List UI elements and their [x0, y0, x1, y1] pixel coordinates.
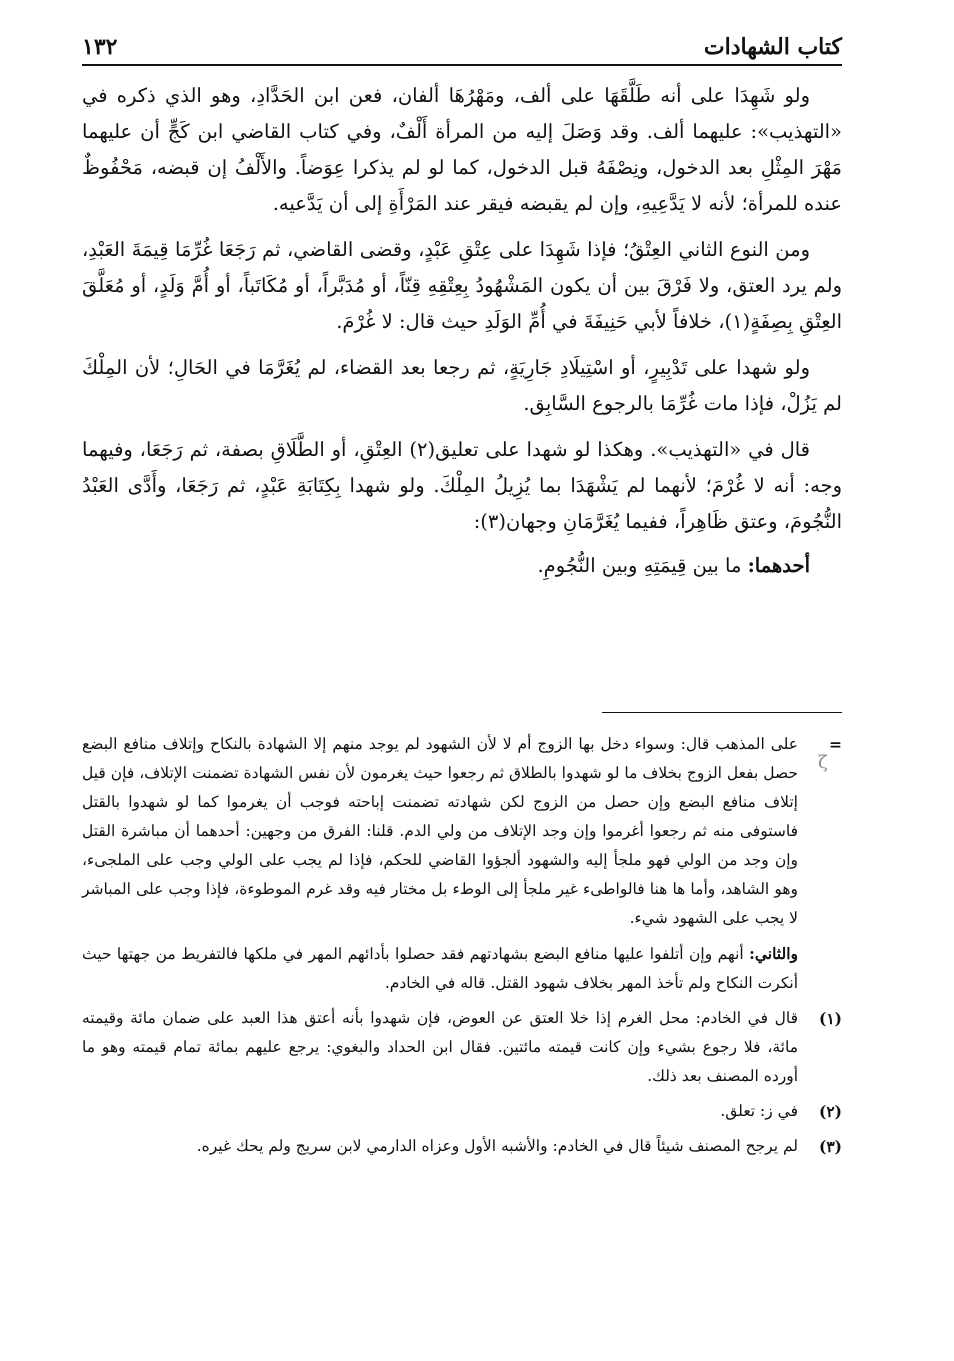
- footnote-marker: =: [829, 735, 842, 754]
- footnote-marker: (٢): [818, 1102, 842, 1121]
- footnote-lead: والثاني:: [749, 944, 798, 963]
- footnote-body: على المذهب قال: وسواء دخل بها الزوج أم لا لأن الشهود لم يوجد منهم إلا الشهادة بالنكاح وإتلاف منافع البضع حصل بفعل الزوج بخلاف ما لو شهدوا بالطلاق ثم رجعوا حيث يغرمون لأن نفس الشهادة تضمنت الإتلاف، فإن قيل إتلاف منافع البضع وإن حصل من الزوج لكن شهادته تضمنت إباحته فوجب أن يغرموا كما لو شهدوا بالقتل فاستوفى منه ثم رجعوا أغرموا وإن وجد الإتلاف من ولي الدم. قلنا: الفرق من وجهين: أحدهما أن مباشرة القتل وإن وجد من الولي فهو ملجأ إليه والشهود ألجؤوا القاضي للحكم، فإذا لم يجب على الولي وجب على الملجىء، وهو الشاهد، وأما ها هنا فالواطىء غير ملجأ إلى الوطء بل مختار فيه وقد غرم الموطوءة، فإذا وجب على المباشر لا يجب على الشهود شيء.: [82, 735, 798, 927]
- paragraph-4: قال في «التهذيب». وهكذا لو شهدا على تعليق(٢) العِتْقِ، أو الطَّلَاقِ بصفة، ثم رَجَعَا، وفيهما وجه: أنه لا غُرْمَ؛ لأنهما لم يَشْهَدَا بما يُزِيلُ المِلْكَ. ولو شهدا بِكِتَابَةِ عَبْدٍ، ثم رَجَعَا، وأَدَّى العَبْدُ النُّجُومَ، وعتق ظَاهِراً، ففيما يُغَرَّمَانِ وجهان(٣):: [82, 438, 842, 533]
- paragraph-5-text: ما بين قِيمَتِهِ وبين النُّجُومِ.: [537, 554, 742, 577]
- footnote-1: [82, 1004, 842, 1091]
- footnote-marker: (٣): [818, 1137, 842, 1156]
- footnote-text: أنهم وإن أتلفوا عليها منافع البضع بشهادتهم فقد حصلوا بأدائهم المهر في ملكها فالتفريط من جهتها حيث أنكرت النكاح ولم تأخذ المهر بخلاف شهود القتل. قاله في الخادم.: [82, 945, 798, 992]
- footnote-body: في ز: تعلق.: [720, 1102, 798, 1120]
- footnote-body: لم يرجح المصنف شيئاً قال في الخادم: والأشبه الأول وعزاه الدارمي لابن سريج ولم يحك غيره.: [196, 1137, 798, 1155]
- footnote-body: [82, 939, 798, 998]
- footnote-2: [82, 1097, 842, 1126]
- page-number: ١٣٢: [82, 34, 118, 60]
- footnote-separator: [602, 712, 842, 713]
- footnote-marker: (١): [818, 1009, 842, 1028]
- footnote-body: قال في الخادم: محل الغرم إذا خلا العتق عن العوض، فإن شهدوا بأنه أعتق هذا العبد على ضمان مائة وقيمته مائة، فلا رجوع بشيء وإن كانت قيمته مائتين. فقال ابن الحداد والبغوي: يرجع عليهم بمائة تمام قيمته وهو ما أورده المصنف بعد ذلك.: [82, 1009, 798, 1085]
- book-title: كتاب الشهادات: [703, 34, 842, 60]
- paragraph-2: ومن النوع الثاني العِتْقُ؛ فإذا شَهِدَا على عِتْقِ عَبْدٍ، وقضى القاضي، ثم رَجَعَا غُرِّمَا قِيمَةَ العَبْدِ، ولم يرد العتق، ولا فَرْقَ بين أن يكون المَشْهُودُ بِعِتْقِهِ قِنّاً، أو مُدَبَّراً، أو مُكَاتَباً، أو أُمَّ وَلَدٍ، أو مُعَلَّقَ العِتْقِ بِصِفَةٍ(١)، خلافاً لأبي حَنِيفَةَ في أُمِّ الوَلَدِ حيث قال: لا غُرْمَ.: [82, 238, 842, 333]
- footnotes: [82, 730, 842, 1167]
- paragraph-1: ولو شَهِدَا على أنه طَلَّقَهَا على ألف، ومَهْرُهَا ألفان، فعن ابن الحَدَّادِ، وهو الذي ذكره في «التهذيب»: عليهما ألف. وقد وَصَلَ إليه من المرأة أَلْفٌ، وفي كتاب القاضي ابن كَجٍّ أن عليهما مَهْرَ المِثْلِ بعد الدخول، ونِصْفَهُ قبل الدخول، كما لو لم يذكرا عِوَضاً. والأَلْفُ إن قبضه، مَحْفُوظٌ عنده للمرأة؛ لأنه لا يَدَّعِيهِ، وإن لم يقبضه فيقر عند المَرْأَةِ إلى أن يَدَّعيه.: [82, 84, 842, 215]
- paragraph-5: [82, 548, 842, 584]
- main-text: [82, 78, 842, 594]
- header-rule: [82, 64, 842, 66]
- margin-mark-icon: ζ: [818, 752, 828, 773]
- footnote-3: [82, 1132, 842, 1161]
- running-header: [82, 24, 842, 60]
- footnote-marker: [798, 939, 842, 998]
- footnote-continued-second: [82, 939, 842, 998]
- paragraph-3: ولو شهدا على تَدْبِيرٍ، أو اسْتِيلَادِ جَارِيَةٍ، ثم رجعا بعد القضاء، لم يُغَرَّمَا في الحَالِ؛ لأن المِلْكَ لم يَزُلْ، فإذا مات غُرِّمَا بالرجوع السَّابِق.: [82, 356, 842, 415]
- footnote-continued: [82, 730, 842, 933]
- paragraph-5-lead: أحدهما:: [747, 554, 810, 577]
